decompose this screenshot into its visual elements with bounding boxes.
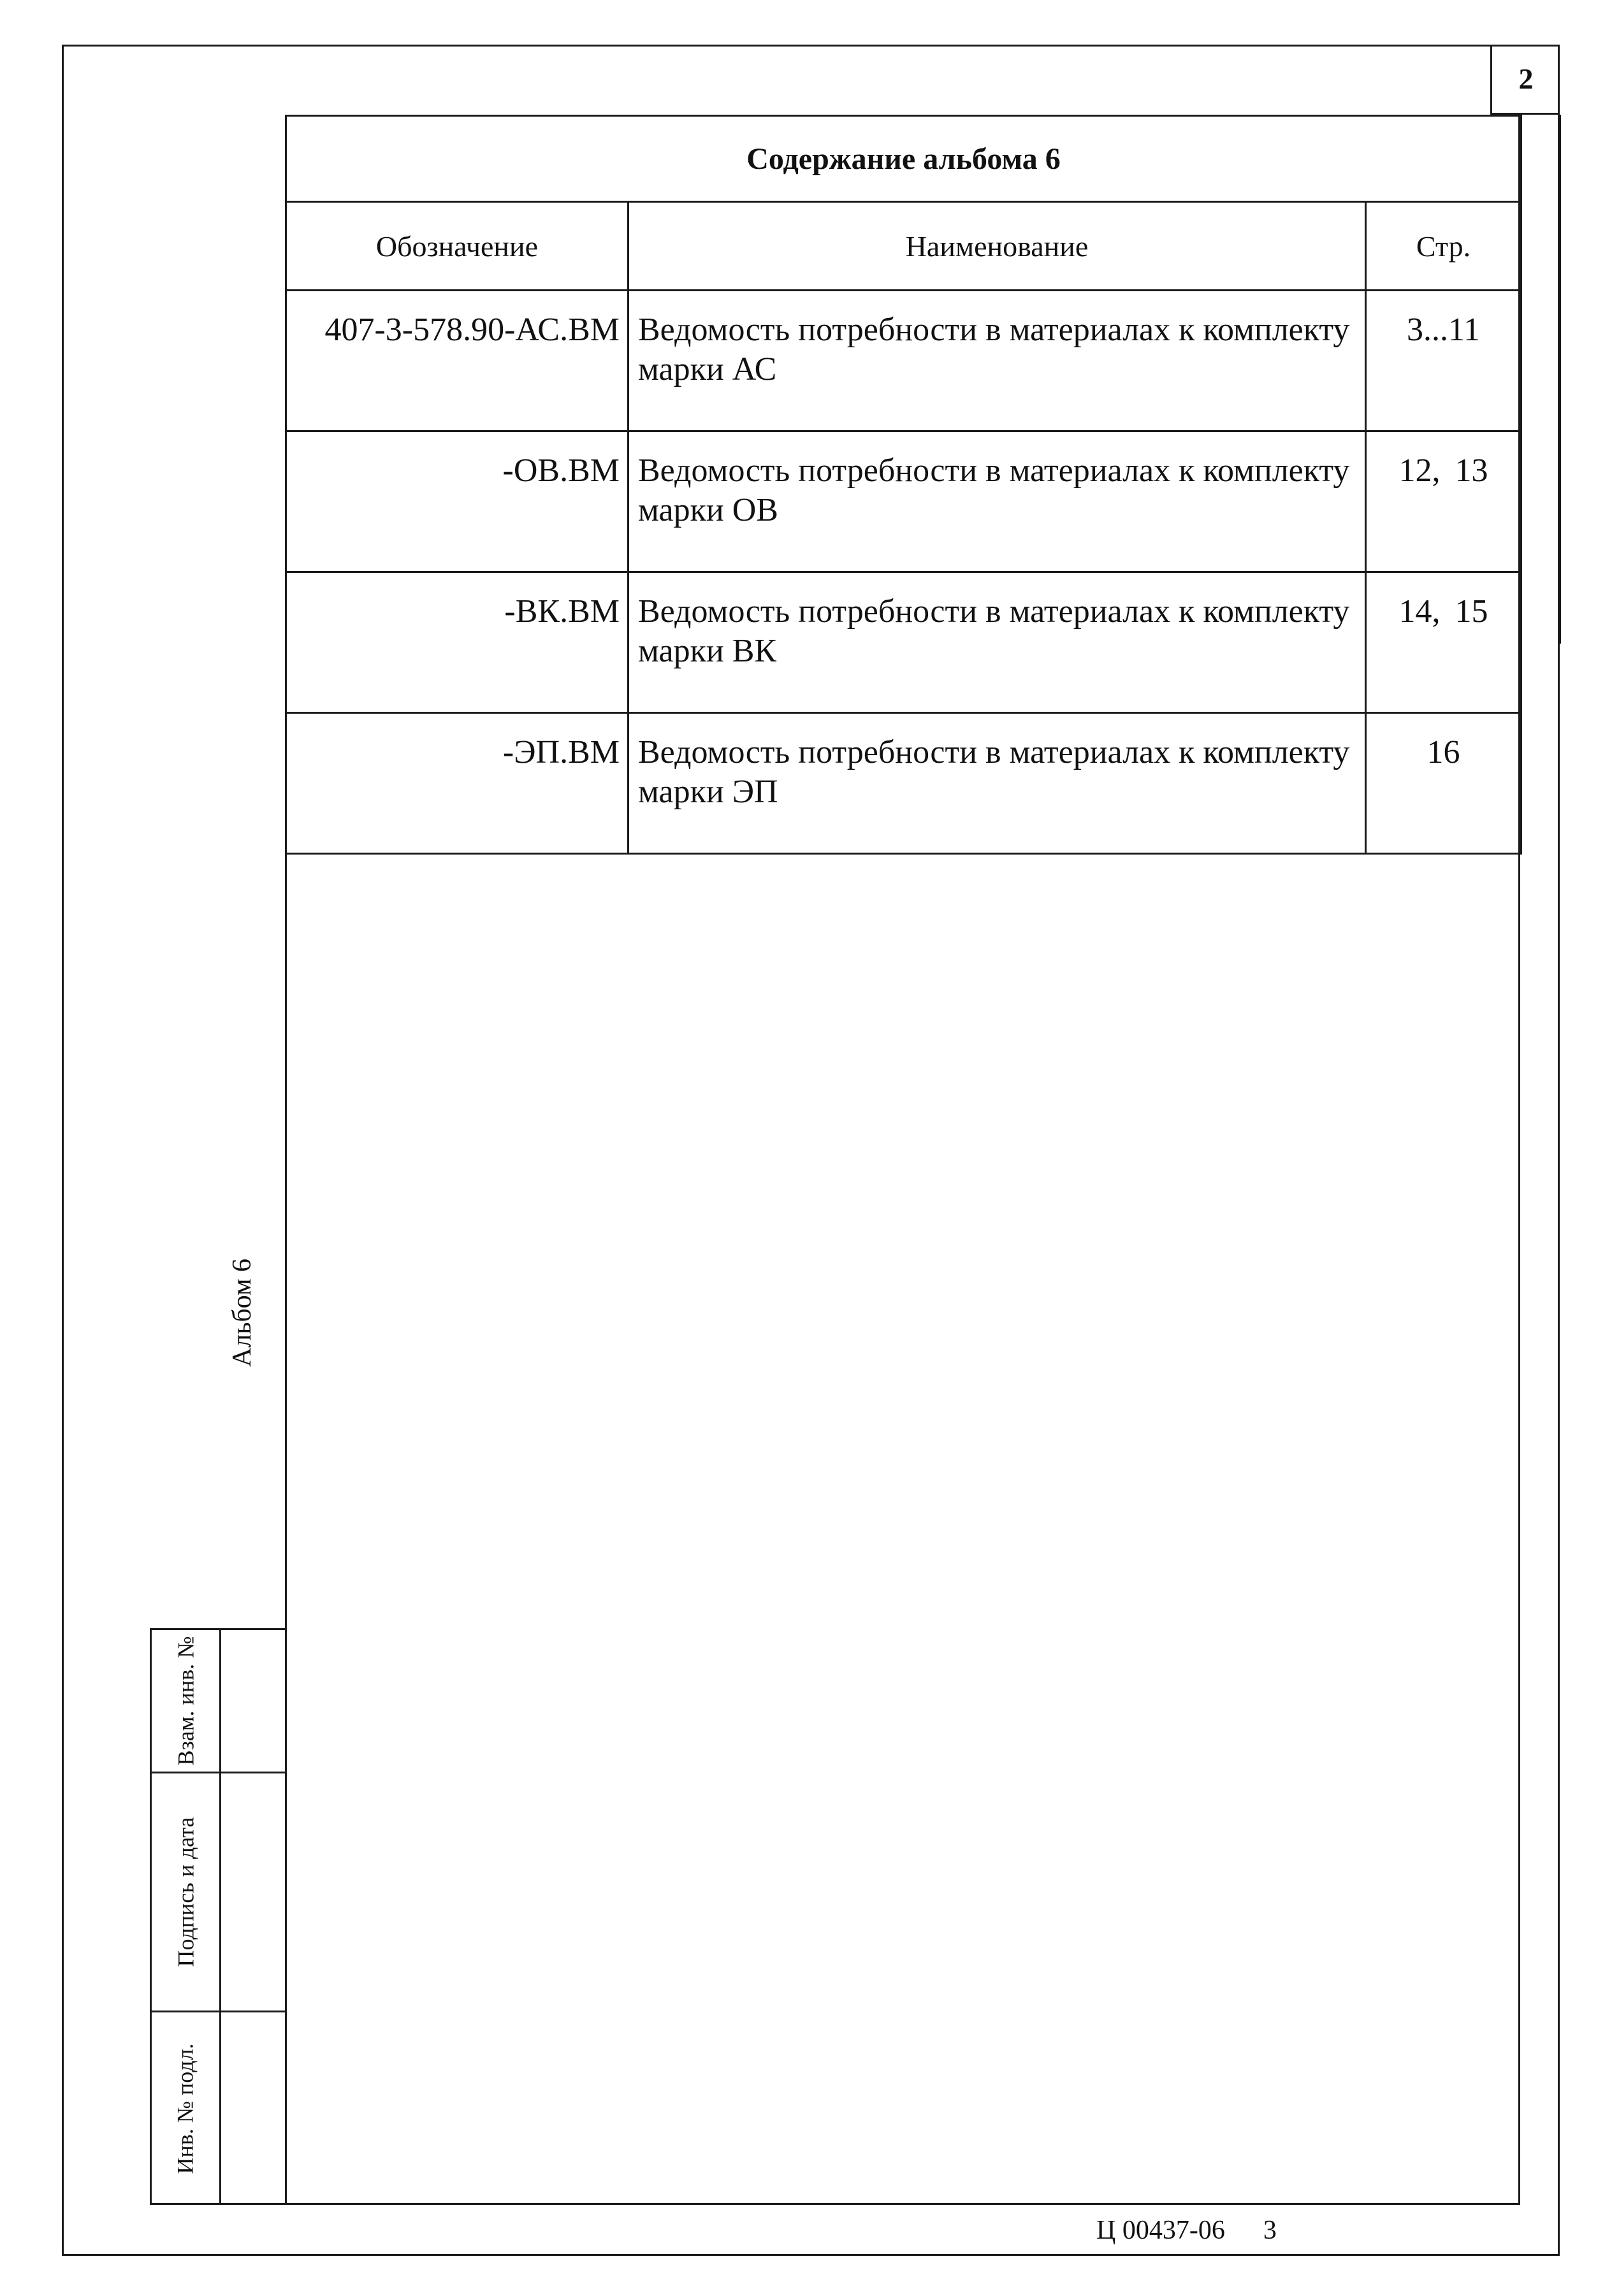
stamp-vzam-inv [152, 1630, 285, 1773]
designation-cell: 407-3-578.90-АС.ВМ [286, 291, 628, 431]
stamp-label [152, 1630, 221, 1772]
stamp-label [152, 1773, 221, 2011]
table-row [286, 572, 1521, 713]
header-row [286, 202, 1521, 291]
column-header-name: Наименование [628, 202, 1366, 291]
album-label-text: Альбом 6 [228, 1258, 257, 1368]
frame-rule [1559, 115, 1561, 644]
page-cell: 14, 15 [1366, 572, 1521, 713]
column-header-designation: Обозначение [286, 202, 628, 291]
stamp-label-text: Взам. инв. № [173, 1636, 198, 1766]
stamp-label [152, 2012, 221, 2205]
document-code: Ц 00437-06 [1096, 2216, 1225, 2245]
footer [1096, 2211, 1351, 2249]
stamp-label-text: Инв. № подл. [173, 2043, 198, 2174]
contents-table [285, 115, 1522, 855]
stamp-label-text: Подпись и дата [173, 1817, 199, 1967]
designation-cell: -ОВ.ВМ [286, 431, 628, 572]
page-number: 2 [1490, 45, 1560, 115]
page-cell: 16 [1366, 713, 1521, 854]
column-header-page: Стр. [1366, 202, 1521, 291]
table-row [286, 291, 1521, 431]
page-cell: 12, 13 [1366, 431, 1521, 572]
album-side-label [210, 1230, 274, 1396]
title-row [286, 116, 1521, 202]
designation-cell: -ЭП.ВМ [286, 713, 628, 854]
table-row [286, 431, 1521, 572]
name-cell: Ведомость потребности в материалах к комплекту марки ВК [628, 572, 1366, 713]
page-cell: 3...11 [1366, 291, 1521, 431]
contents-title: Содержание альбома 6 [286, 116, 1521, 202]
table-row [286, 713, 1521, 854]
stamp-column [150, 1628, 285, 2205]
name-cell: Ведомость потребности в материалах к комплекту марки ОВ [628, 431, 1366, 572]
sheet-number: 3 [1263, 2216, 1277, 2245]
name-cell: Ведомость потребности в материалах к комплекту марки АС [628, 291, 1366, 431]
stamp-podpis-data [152, 1773, 285, 2012]
name-cell: Ведомость потребности в материалах к комплекту марки ЭП [628, 713, 1366, 854]
designation-cell: -ВК.ВМ [286, 572, 628, 713]
stamp-inv-podl [152, 2012, 285, 2205]
